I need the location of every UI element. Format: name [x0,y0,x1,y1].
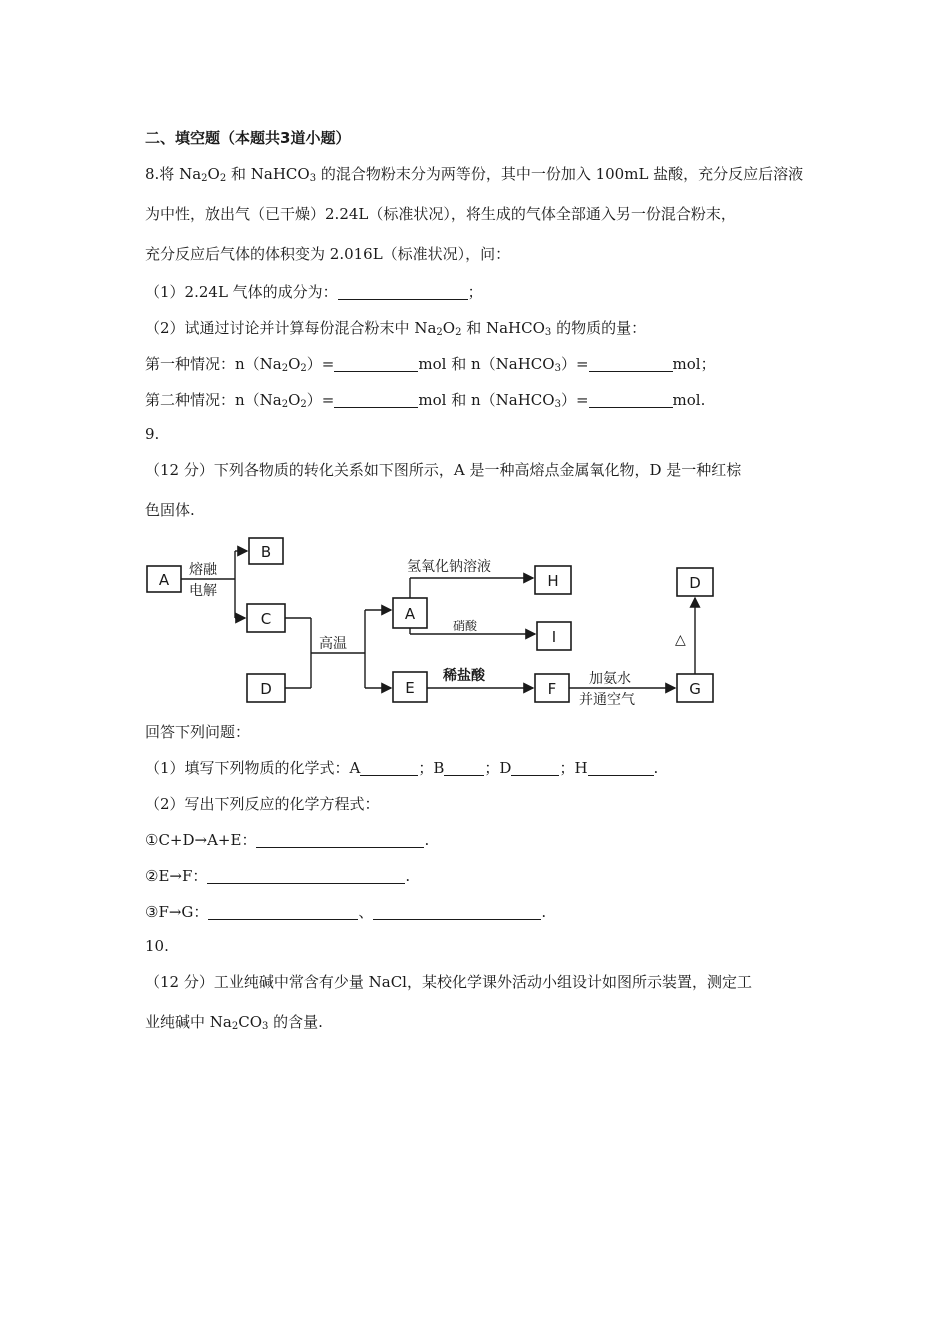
answer-blank[interactable] [511,761,559,776]
answer-blank[interactable] [444,761,484,776]
label-air: 并通空气 [579,692,635,708]
answer-blank[interactable] [373,905,541,920]
q8-line-2: 为中性，放出气（已干燥）2.24L（标准状况），将生成的气体全部通入另一份混合粉末， [145,205,736,223]
label-ammonia: 加氨水 [589,671,631,687]
q9-part-1: （1）填写下列物质的化学式：A ；B ；D ；H . [145,759,659,777]
box-d-label: D [260,680,272,698]
box-i-label: I [551,628,557,646]
q8-part-1: （1）2.24L 气体的成分为： ； [145,283,483,301]
label-high-temp: 高温 [319,636,347,652]
q9-line-2: 色固体. [145,501,195,519]
answer-blank[interactable] [360,761,418,776]
q8-line-3: 充分反应后气体的体积变为 2.016L（标准状况），问： [145,245,511,263]
q9-part-2: （2）写出下列反应的化学方程式： [145,795,380,813]
q8-part-2: （2）试通过讨论并计算每份混合粉末中 $Na_2O_2$ 和 NaHCO$_3$ 的物质的量： [145,319,647,338]
box-h-label: H [547,572,559,590]
q8-case-2: 第二种情况：$n(Na_2O_2)=$ mol 和 n（NaHCO$_3$）= mol. [145,391,706,410]
label-heat: △ [675,632,686,648]
q9-line-1: （12 分）下列各物质的转化关系如下图所示，A 是一种高熔点金属氧化物，D 是一种红棕 [145,461,742,479]
q8-line-1: 8.将 $Na_2O_2$ 和 NaHCO$_3$ 的混合物粉末分为两等份，其中一份加入 100mL 盐酸，充分反应后溶液 [145,165,804,184]
answer-blank[interactable] [588,761,654,776]
answer-blank[interactable] [589,393,673,408]
box-d2-label: D [689,574,701,592]
q9-number: 9. [145,425,160,443]
q10-line-2: 业纯碱中 $Na_2CO_3$ 的含量. [145,1013,323,1032]
q9-reaction-3: ③F→G： 、 . [145,903,547,921]
answer-blank[interactable] [338,285,468,300]
box-f-label: F [547,680,557,698]
box-b-label: B [260,543,272,561]
label-melt: 熔融 [189,562,217,578]
box-a-label: A [158,571,170,589]
q9-answer-intro: 回答下列问题： [145,723,251,741]
answer-blank[interactable] [334,393,418,408]
label-hcl: 稀盐酸 [443,668,485,684]
answer-blank[interactable] [589,357,673,372]
section-title: 二、填空题（本题共3道小题） [145,129,351,147]
q10-number: 10. [145,937,169,955]
answer-blank[interactable] [208,905,358,920]
label-electrolysis: 电解 [189,583,217,599]
conversion-diagram [143,530,733,710]
q9-reaction-1: ①C+D→A+E： . [145,831,430,849]
label-acid: 硝酸 [453,619,478,633]
answer-blank[interactable] [256,833,424,848]
answer-blank[interactable] [334,357,418,372]
label-naoh: 氢氧化钠溶液 [407,559,491,575]
q8-case-1: 第一种情况：$n(Na_2O_2)=$ mol 和 n（NaHCO$_3$）= mol； [145,355,716,374]
box-a2-label: A [404,605,416,623]
box-g-label: G [689,680,701,698]
q9-reaction-2: ②E→F： . [145,867,411,885]
answer-blank[interactable] [207,869,405,884]
box-c-label: C [260,610,272,628]
q10-line-1: （12 分）工业纯碱中常含有少量 NaCl，某校化学课外活动小组设计如图所示装置，测定工 [145,973,752,991]
box-e-label: E [405,679,415,697]
